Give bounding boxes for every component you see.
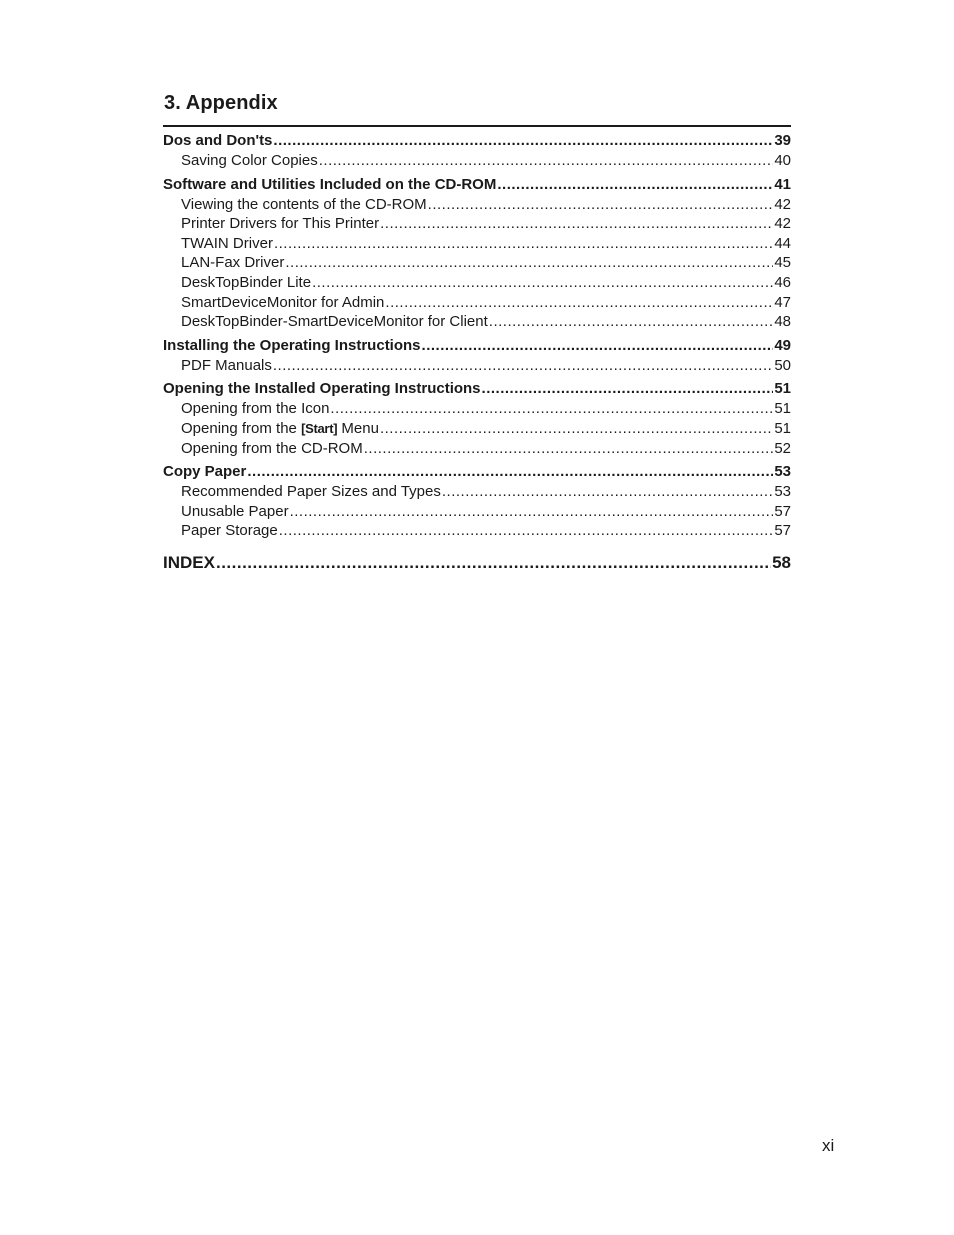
toc-entry-viewing-cd-rom[interactable] bbox=[163, 195, 791, 215]
dot-leader bbox=[385, 293, 773, 313]
dot-leader bbox=[422, 335, 774, 357]
toc-entry-label: Software and Utilities Included on the CD-ROM bbox=[163, 175, 497, 193]
dot-leader bbox=[290, 502, 774, 522]
toc-entry-page: 45 bbox=[774, 254, 791, 272]
toc-entry-paper-storage[interactable] bbox=[163, 521, 791, 541]
toc-entry-page: 51 bbox=[774, 400, 791, 418]
toc-entry-page: 51 bbox=[774, 380, 791, 398]
toc-entry-label: Recommended Paper Sizes and Types bbox=[181, 483, 441, 501]
toc-entry-smartdevicemonitor-client[interactable] bbox=[163, 312, 791, 332]
toc-entry-unusable-paper[interactable] bbox=[163, 502, 791, 522]
toc-entry-smartdevicemonitor-admin[interactable] bbox=[163, 293, 791, 313]
toc-entry-label: Saving Color Copies bbox=[181, 152, 318, 169]
toc-entry-page: 57 bbox=[774, 502, 791, 520]
dot-leader bbox=[273, 130, 773, 152]
toc-entry-page: 48 bbox=[774, 313, 791, 331]
toc-entry-page: 39 bbox=[774, 132, 791, 149]
toc-entry-label bbox=[181, 419, 379, 439]
toc-entry-label: Opening the Installed Operating Instructions bbox=[163, 380, 481, 398]
toc-entry-page: 41 bbox=[774, 175, 791, 193]
toc-entry-opening-installed-instructions[interactable] bbox=[163, 378, 791, 400]
toc-entry-label: Unusable Paper bbox=[181, 502, 289, 520]
dot-leader bbox=[285, 253, 773, 273]
toc-entry-saving-color-copies[interactable] bbox=[163, 151, 791, 171]
toc-entry-label: DeskTopBinder-SmartDeviceMonitor for Client bbox=[181, 313, 488, 331]
toc-entry-page: 50 bbox=[774, 356, 791, 374]
toc-entry-software-and-utilities[interactable] bbox=[163, 174, 791, 196]
dot-leader bbox=[279, 521, 774, 541]
toc-entry-page: 46 bbox=[774, 273, 791, 291]
dot-leader bbox=[428, 195, 774, 215]
toc-entry-page: 51 bbox=[774, 419, 791, 437]
toc-entry-opening-from-cd-rom[interactable] bbox=[163, 439, 791, 459]
toc-entry-index[interactable] bbox=[163, 551, 791, 575]
toc-entry-pdf-manuals[interactable] bbox=[163, 356, 791, 376]
toc-entry-label: Copy Paper bbox=[163, 463, 247, 481]
toc-entry-label: SmartDeviceMonitor for Admin bbox=[181, 293, 385, 311]
start-key-label: [Start] bbox=[301, 420, 338, 436]
toc-entry-page: 47 bbox=[774, 293, 791, 311]
toc-entry-page: 40 bbox=[774, 152, 791, 169]
toc-entry-opening-from-icon[interactable] bbox=[163, 399, 791, 419]
chapter-title: 3. Appendix bbox=[164, 92, 278, 114]
toc-entry-label: LAN-Fax Driver bbox=[181, 254, 285, 272]
toc-entry-label: Printer Drivers for This Printer bbox=[181, 215, 380, 233]
dot-leader bbox=[216, 551, 771, 575]
toc-entry-label: Installing the Operating Instructions bbox=[163, 336, 421, 354]
table-of-contents bbox=[163, 130, 791, 575]
toc-entry-label: INDEX bbox=[163, 552, 215, 572]
toc-entry-page: 57 bbox=[774, 522, 791, 540]
dot-leader bbox=[319, 151, 774, 171]
toc-entry-page: 42 bbox=[774, 195, 791, 213]
dot-leader bbox=[489, 312, 774, 332]
dot-leader bbox=[497, 174, 773, 196]
toc-entry-page: 44 bbox=[774, 234, 791, 252]
toc-entry-page: 42 bbox=[774, 215, 791, 233]
toc-entry-installing-instructions[interactable] bbox=[163, 335, 791, 357]
toc-entry-opening-from-start-menu[interactable] bbox=[163, 419, 791, 439]
toc-entry-copy-paper[interactable] bbox=[163, 461, 791, 483]
dot-leader bbox=[330, 399, 773, 419]
dot-leader bbox=[312, 273, 773, 293]
dot-leader bbox=[247, 461, 773, 483]
toc-entry-label-suffix: Menu bbox=[337, 419, 379, 437]
dot-leader bbox=[482, 378, 774, 400]
dot-leader bbox=[442, 482, 773, 502]
toc-entry-desktopbinder-lite[interactable] bbox=[163, 273, 791, 293]
toc-entry-label: Opening from the CD-ROM bbox=[181, 439, 363, 457]
dot-leader bbox=[273, 356, 773, 376]
toc-entry-label: Opening from the Icon bbox=[181, 400, 330, 418]
toc-entry-page: 58 bbox=[772, 552, 791, 572]
toc-entry-twain-driver[interactable] bbox=[163, 234, 791, 254]
dot-leader bbox=[274, 234, 773, 254]
toc-entry-page: 53 bbox=[774, 483, 791, 501]
toc-entry-page: 53 bbox=[774, 463, 791, 481]
toc-entry-label: Paper Storage bbox=[181, 522, 278, 540]
toc-entry-printer-drivers[interactable] bbox=[163, 214, 791, 234]
dot-leader bbox=[380, 419, 773, 439]
toc-entry-page: 52 bbox=[774, 439, 791, 457]
toc-entry-recommended-paper[interactable] bbox=[163, 482, 791, 502]
toc-entry-label: DeskTopBinder Lite bbox=[181, 273, 312, 291]
dot-leader bbox=[364, 439, 774, 459]
toc-entry-label: Viewing the contents of the CD-ROM bbox=[181, 195, 427, 213]
dot-leader bbox=[380, 214, 773, 234]
toc-entry-lan-fax-driver[interactable] bbox=[163, 253, 791, 273]
page-number: xi bbox=[822, 1136, 835, 1155]
toc-entry-dos-and-donts[interactable] bbox=[163, 130, 791, 152]
toc-entry-label: TWAIN Driver bbox=[181, 234, 273, 252]
chapter-divider bbox=[163, 125, 791, 127]
toc-entry-label-prefix: Opening from the bbox=[181, 419, 302, 437]
toc-entry-label: PDF Manuals bbox=[181, 356, 272, 374]
toc-entry-label: Dos and Don'ts bbox=[163, 132, 273, 149]
toc-entry-page: 49 bbox=[774, 336, 791, 354]
